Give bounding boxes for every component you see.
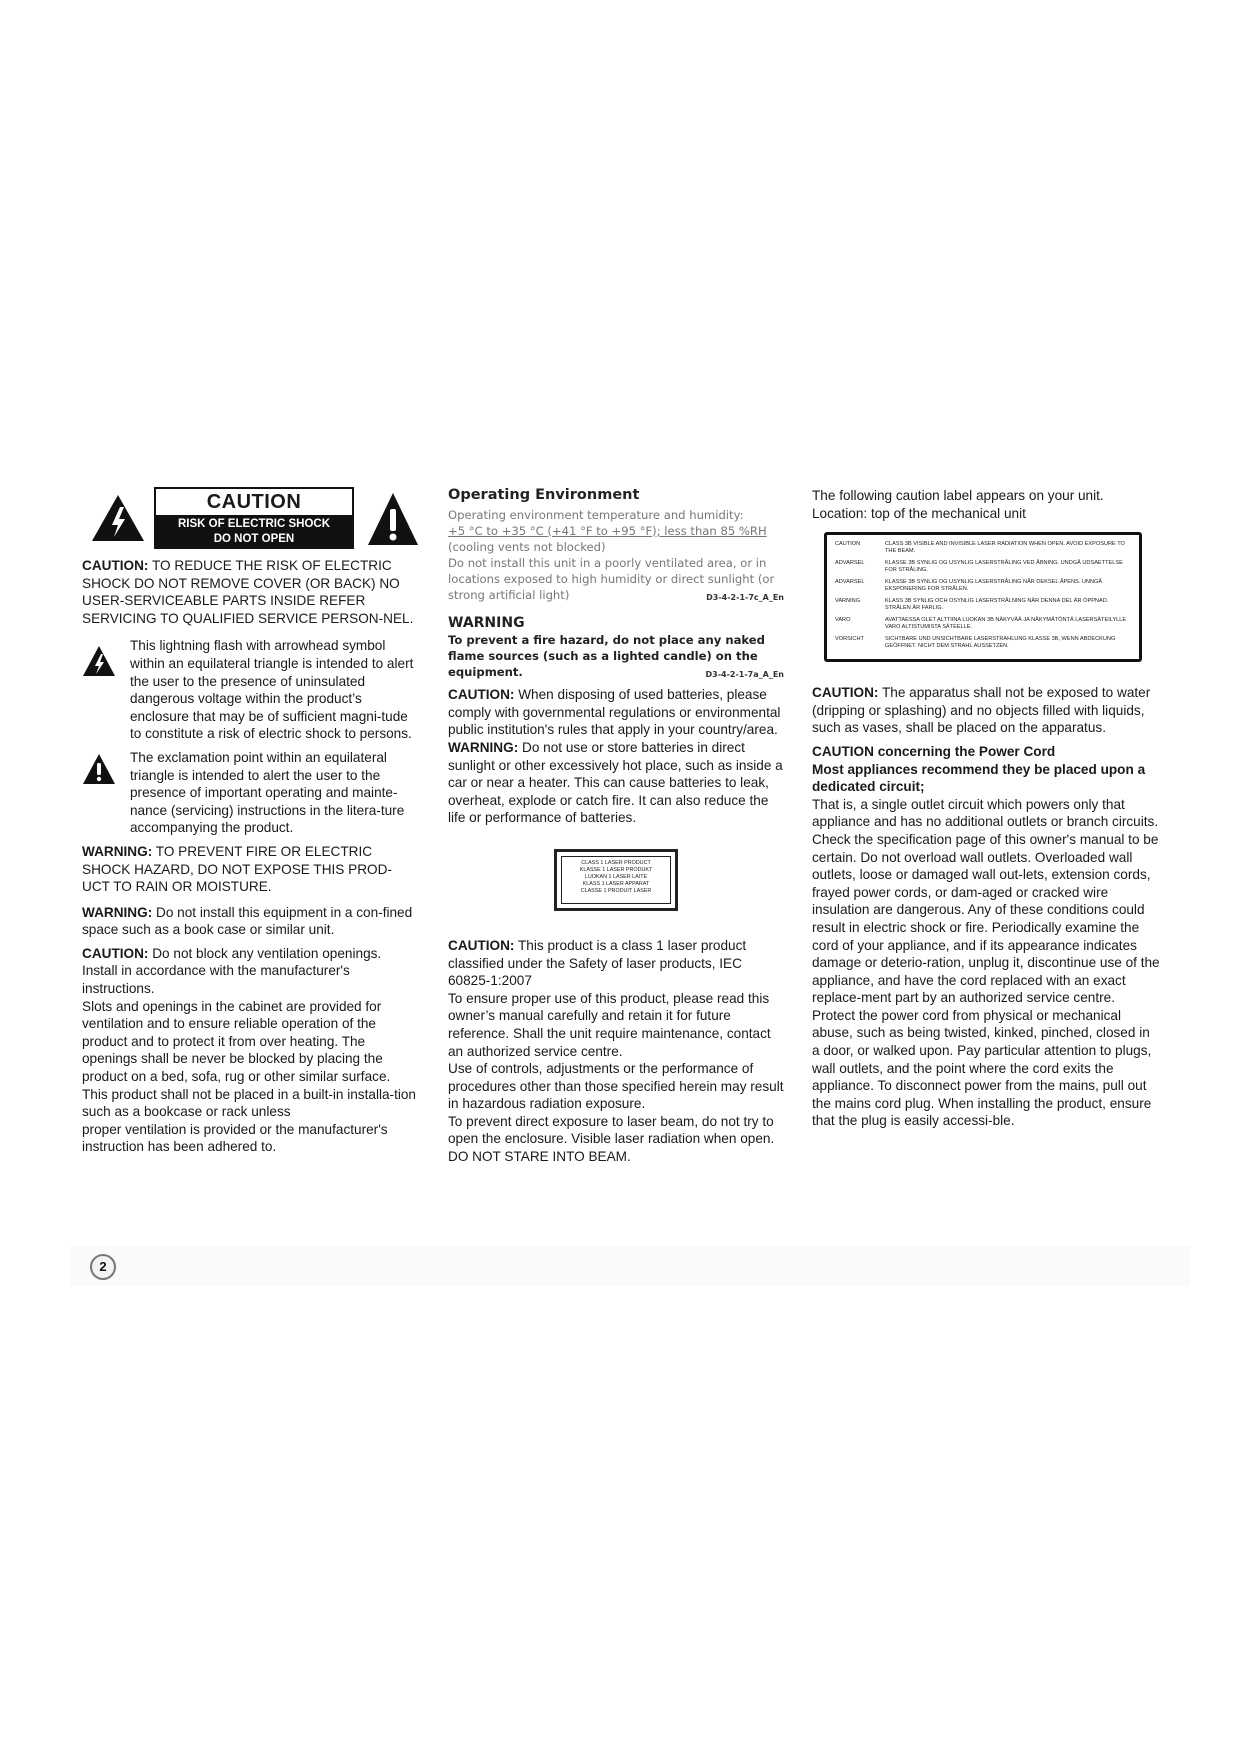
warning-moisture-paragraph [82,843,418,896]
laser-label-line: CLASSE 1 PRODUIT LASER [580,887,652,894]
label-row [835,559,1131,578]
warning-title: WARNING [448,614,525,631]
label-row-key: CAUTION [835,541,861,548]
caution-text: The apparatus shall not be exposed to water (dripping or splashing) and no objects filled with liquids, such as vases, shall be placed on the apparatus. [812,685,1151,736]
env-line-3: (cooling vents not blocked) [448,539,606,554]
operating-environment-title: Operating Environment [448,487,640,503]
label-row [835,597,1131,616]
label-row-key: VORSICHT [835,636,864,643]
label-row [835,635,1131,654]
controls-paragraph: Use of controls, adjustments or the performance of procedures other than those specified herein may result in hazardous radiation exposure. [448,1061,784,1112]
label-row [835,616,1131,635]
warning-text: TO PREVENT FIRE OR ELECTRIC SHOCK HAZARD, DO NOT EXPOSE THIS PROD-UCT TO RAIN OR MOISTURE. [82,843,392,895]
warning-text: Do not use or store batteries in direct sunlight or other excessively hot place, such as inside a car or near a heater. This can cause batteries to leak, overheat, explode or catch fire. It can also reduce the life or performance of batteries. [448,739,783,826]
label-row-key: VARNING [835,598,861,605]
env-line-2: +5 °C to +35 °C (+41 °F to +95 °F); less than 85 %RH [448,523,767,538]
laser-beam-paragraph: To prevent direct exposure to laser beam, do not try to open the enclosure. Visible laser radiation when open. DO NOT STARE INTO BEAM. [448,1113,775,1165]
caution-label: CAUTION: [448,937,515,953]
power-cord-subtitle [812,761,1160,796]
caution-box-title: CAUTION [206,491,302,513]
exclamation-explanation [82,749,418,837]
caution-ventilation-paragraph [82,945,418,998]
laser-caution-label [824,532,1142,662]
caution-paragraph [82,557,418,627]
env-line-1: Operating environment temperature and humidity: [448,507,744,522]
footer-band [70,1246,1190,1286]
ventilation-paragraph: proper ventilation is provided or the manufacturer's instruction has been adhered to. [82,1121,388,1155]
slots-paragraph: Slots and openings in the cabinet are provided for ventilation and to ensure reliable operation of the product and to protect it from over heating. The openings shall be never be blocked by placing the product on a bed, sofa, rug or other similar surface. This product shall not be placed in a built-in installa-tion such as a bookcase or rack unless [82,998,416,1120]
laser-label-line: KLASS 1 LASER APPARAT [582,880,650,887]
manual-use-paragraph: To ensure proper use of this product, please read this owner’s manual carefully and retain it for future reference. Shall the unit require maintenance, contact an authorized service centre. [448,990,771,1059]
label-row-value: AVATTAESSA OLET ALTTIINA LUOKAN 3B NÄKYVÄÄ JA NÄKYMÄTÖNTÄ LASERSÄTEILYLLE VARO ALTISTUMISTA SÄTEELLE. [885,617,1127,631]
label-row [835,540,1131,559]
warning-label: WARNING: [82,904,153,920]
lightning-explanation [82,637,418,743]
power-cord-subtitle-text: Most appliances recommend they be placed upon a dedicated circuit; [812,761,1146,795]
fire-warning-text [448,632,784,680]
power-cord-paragraph: That is, a single outlet circuit which powers only that appliance and has no additional outlets or branch circuits. Check the specification page of this owner's manual to be certain. Do not overload wall outlets. Overloaded wall outlets, loose or damaged wall out-lets, extension cords, frayed power cords, or dam-aged or cracked wire insulation are dangerous. Any of these conditions could result in electric shock or fire. Periodically examine the cord of your appliance, and if its appearance indicates damage or deterio-ration, unplug it, discontinue use of the appliance, and have the cord replaced with an exact replace-ment part by an authorized service centre. Protect the power cord from physical or mechanical abuse, such as being twisted, kinked, pinched, closed in a door, or walked upon. Pay particular attention to plugs, wall outlets, and the point where the cord exits the appliance. To disconnect power from the mains, pull out the mains cord plug. When installing the product, ensure that the plug is easily accessi-ble. [812,796,1160,1129]
battery-disposal-paragraph [448,686,784,739]
label-row-value: KLASSE 3B SYNLIG OG USYNLIG LASERSTRÅLING NÅR DEKSEL ÅPENS. UNNGÅ EKSPONERING FOR STRÅLEN. [885,579,1103,593]
water-caution-paragraph [812,684,1160,737]
lightning-warning-icon [90,493,146,543]
caution-text: TO REDUCE THE RISK OF ELECTRIC SHOCK DO NOT REMOVE COVER (OR BACK) NO USER-SERVICEABLE PARTS INSIDE REFER SERVICING TO QUALIFIED SERVICE PERSON-NEL. [82,558,414,626]
label-intro-line2: Location: top of the mechanical unit [812,505,1026,521]
caution-text: When disposing of used batteries, please comply with governmental regulations or environmental public institution's rules that apply in your country/area. [448,687,781,738]
left-column [82,487,418,1156]
caution-label: CAUTION: [82,945,149,961]
label-row [835,578,1131,597]
exclamation-text: The exclamation point within an equilateral triangle is intended to alert the user to the presence of important operating and mainte-nance (servicing) instructions in the litera-ture accompanying the product. [130,749,405,836]
label-row-value: KLASSE 3B SYNLIG OG USYNLIG LASERSTRÅLING VED ÅBNING. UNDGÅ UDSAETTELSE FOR STRÅLING. [885,560,1123,574]
caution-label: CAUTION: [82,558,149,573]
laser-class-paragraph [448,937,784,990]
warning-label: WARNING: [448,739,519,755]
label-intro-line1: The following caution label appears on your unit. [812,488,1104,503]
env-line-4-text: Do not install this unit in a poorly ventilated area, or in locations exposed to high humidity or direct sunlight (or strong artificial light) [448,555,775,602]
laser-label-line: LUOKAN 1 LASER LAITE [584,873,648,880]
warning-text: Do not install this equipment in a con-fined space such as a book case or similar unit. [82,904,413,938]
fire-warning-body: To prevent a fire hazard, do not place any naked flame sources (such as a lighted candle) on the equipment. [448,633,765,680]
right-column [812,487,1160,1130]
caution-box-line1: RISK OF ELECTRIC SHOCK [177,518,331,530]
laser-label-line: KLASSE 1 LASER PRODUKT [579,866,653,873]
warn-code: D3-4-2-1-7a_A_En [705,670,784,680]
warning-confined-paragraph [82,904,418,939]
caution-box-subtitle [156,515,352,547]
operating-environment-text [448,507,784,603]
label-row-key: ADVARSEL [835,560,865,567]
caution-label: CAUTION: [448,687,515,703]
exclamation-warning-icon [366,491,420,547]
laser-caution-table [835,540,1131,654]
caution-text: Do not block any ventilation openings. Install in accordance with the manufacturer's instructions. [82,945,382,997]
battery-warning-paragraph [448,739,784,827]
label-row-value: KLASS 3B SYNLIG OCH OSYNLIG LASERSTRÅLNING NÄR DENNA DEL ÄR ÖPPNAD. STRÅLEN ÄR FARLIG. [885,598,1109,612]
middle-column [448,487,784,1166]
lightning-text: This lightning flash with arrowhead symbol within an equilateral triangle is intended to alert the user to the presence of uninsulated dangerous voltage within the product’s enclosure that may be of sufficient magni-tude to constitute a risk of electric shock to persons. [130,638,414,742]
label-row-value: SICHTBARE UND UNSICHTBARE LASERSTRAHLUNG KLASSE 3B, WENN ABDECKUNG GEÖFFNET. NICHT DEM STRAHL AUSSETZEN. [885,636,1116,650]
page-number: 2 [90,1254,116,1280]
caution-box [154,487,354,549]
power-cord-title [812,743,1160,761]
caution-header [82,487,418,551]
env-line-4 [448,555,784,603]
caution-text: This product is a class 1 laser product classified under the Safety of laser products, IEC 60825-1:2007 [448,937,747,989]
label-row-key: ADVARSEL [835,579,865,586]
warning-label: WARNING: [82,843,153,859]
env-code: D3-4-2-1-7c_A_En [706,592,784,602]
label-row-key: VARO [835,617,851,624]
laser-label-line: CLASS 1 LASER PRODUCT [581,859,651,866]
class1-laser-label [554,849,678,911]
caution-box-line2: DO NOT OPEN [213,533,295,545]
exclamation-symbol-icon [82,753,116,785]
caution-label: CAUTION: [812,685,879,701]
label-row-value: CLASS 3B VISIBLE AND INVISIBLE LASER RADIATION WHEN OPEN. AVOID EXPOSURE TO THE BEAM. [885,541,1125,555]
power-cord-title-text: CAUTION concerning the Power Cord [812,743,1056,759]
lightning-symbol-icon [82,645,116,677]
